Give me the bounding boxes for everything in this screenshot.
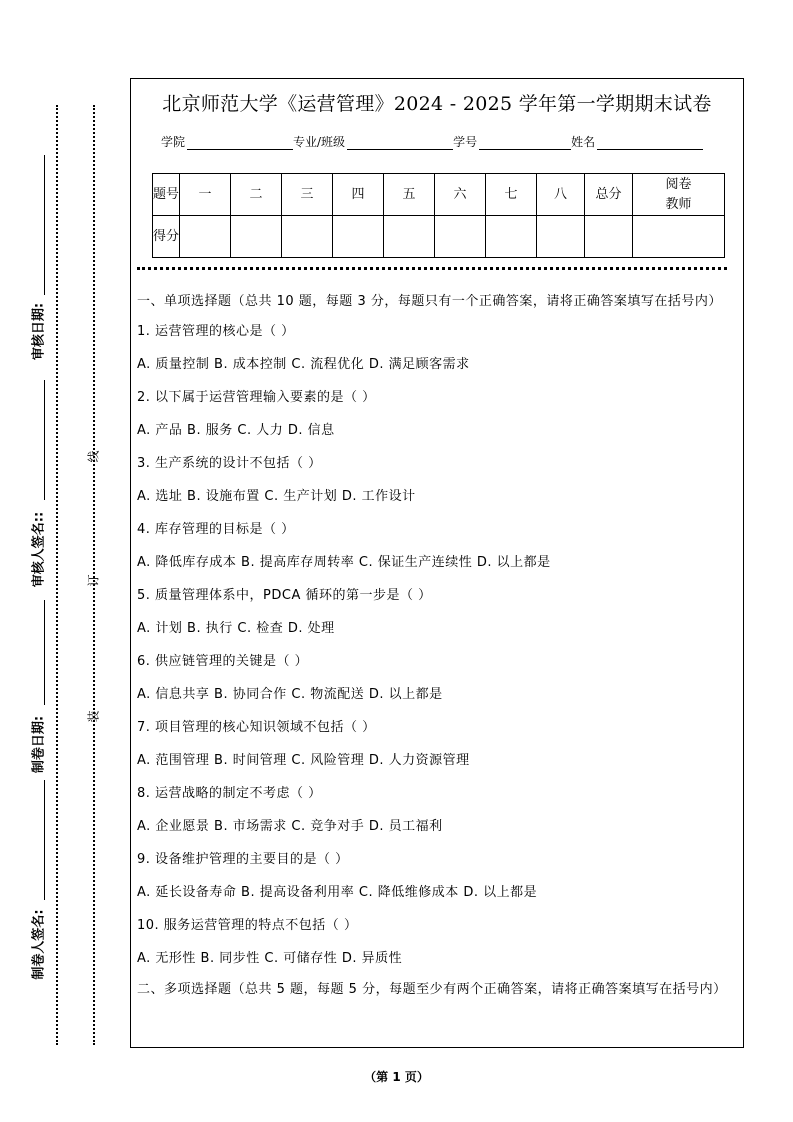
score-cell[interactable] xyxy=(231,216,282,258)
score-table-row1-head: 题号 xyxy=(153,174,180,216)
name-blank[interactable] xyxy=(597,135,703,150)
exam-title: 北京师范大学《运营管理》2024 - 2025 学年第一学期期末试卷 xyxy=(162,93,712,115)
exam-content xyxy=(137,291,741,1009)
score-table-col-8: 八 xyxy=(537,174,585,216)
binding-mark-staple: 订 xyxy=(86,574,101,587)
score-table-row2-head: 得分 xyxy=(153,216,180,258)
score-table-col-5: 五 xyxy=(384,174,435,216)
reviewer-date-label: 审核日期: xyxy=(31,302,47,361)
question-10: 10. 服务运营管理的特点不包括（ ） xyxy=(137,918,358,933)
question-3: 3. 生产系统的设计不包括（ ） xyxy=(137,456,322,471)
question-10-options: A. 无形性 B. 同步性 C. 可储存性 D. 异质性 xyxy=(137,951,403,966)
binding-mark-bind: 装 xyxy=(86,710,101,723)
question-1-options: A. 质量控制 B. 成本控制 C. 流程优化 D. 满足顾客需求 xyxy=(137,357,470,372)
score-cell[interactable] xyxy=(585,216,633,258)
question-1: 1. 运营管理的核心是（ ） xyxy=(137,324,295,339)
college-blank[interactable] xyxy=(187,135,293,150)
student-info-row xyxy=(161,133,703,150)
score-table-col-4: 四 xyxy=(333,174,384,216)
question-3-options: A. 选址 B. 设施布置 C. 生产计划 D. 工作设计 xyxy=(137,489,416,504)
question-8-options: A. 企业愿景 B. 市场需求 C. 竞争对手 D. 员工福利 xyxy=(137,819,443,834)
question-9: 9. 设备维护管理的主要目的是（ ） xyxy=(137,852,349,867)
question-2: 2. 以下属于运营管理输入要素的是（ ） xyxy=(137,390,376,405)
section2-heading: 二、多项选择题（总共 5 题，每题 5 分，每题至少有两个正确答案，请将正确答案填写在括号内） xyxy=(137,982,727,997)
score-table-col-total: 总分 xyxy=(585,174,633,216)
section-separator xyxy=(137,267,727,270)
score-table-col-7: 七 xyxy=(486,174,537,216)
college-label: 学院 xyxy=(161,135,186,149)
question-7: 7. 项目管理的核心知识领域不包括（ ） xyxy=(137,720,376,735)
score-table-col-1: 一 xyxy=(180,174,231,216)
binding-dotted-line-outer xyxy=(56,105,58,1045)
page-number: （第 1 页） xyxy=(364,1070,429,1084)
maker-sign-line xyxy=(44,780,45,900)
score-table-col-6: 六 xyxy=(435,174,486,216)
score-cell[interactable] xyxy=(384,216,435,258)
score-cell[interactable] xyxy=(633,216,725,258)
question-4: 4. 库存管理的目标是（ ） xyxy=(137,522,295,537)
student-id-label: 学号 xyxy=(453,135,478,149)
binding-mark-line: 线 xyxy=(86,450,101,463)
exam-frame xyxy=(130,78,744,1048)
question-5-options: A. 计划 B. 执行 C. 检查 D. 处理 xyxy=(137,621,335,636)
score-cell[interactable] xyxy=(282,216,333,258)
question-4-options: A. 降低库存成本 B. 提高库存周转率 C. 保证生产连续性 D. 以上都是 xyxy=(137,555,551,570)
score-cell[interactable] xyxy=(333,216,384,258)
score-table xyxy=(152,173,725,258)
score-cell[interactable] xyxy=(486,216,537,258)
question-6-options: A. 信息共享 B. 协同合作 C. 物流配送 D. 以上都是 xyxy=(137,687,443,702)
maker-date-label: 制卷日期: xyxy=(31,715,47,774)
reviewer-sign-line xyxy=(44,380,45,500)
question-5: 5. 质量管理体系中，PDCA 循环的第一步是（ ） xyxy=(137,588,432,603)
section1-heading: 一、单项选择题（总共 10 题，每题 3 分，每题只有一个正确答案，请将正确答案填写在括号内） xyxy=(137,294,722,309)
student-id-blank[interactable] xyxy=(479,135,571,150)
major-class-blank[interactable] xyxy=(347,135,453,150)
score-table-col-3: 三 xyxy=(282,174,333,216)
score-table-col-2: 二 xyxy=(231,174,282,216)
score-cell[interactable] xyxy=(537,216,585,258)
score-cell[interactable] xyxy=(435,216,486,258)
major-class-label: 专业/班级 xyxy=(293,135,346,149)
question-9-options: A. 延长设备寿命 B. 提高设备利用率 C. 降低维修成本 D. 以上都是 xyxy=(137,885,538,900)
name-label: 姓名 xyxy=(571,135,596,149)
maker-sign-label: 制卷人签名: xyxy=(31,909,47,980)
question-7-options: A. 范围管理 B. 时间管理 C. 风险管理 D. 人力资源管理 xyxy=(137,753,470,768)
maker-date-line xyxy=(44,600,45,705)
score-cell[interactable] xyxy=(180,216,231,258)
reviewer-sign-label: 审核人签名:: xyxy=(31,511,47,588)
score-table-col-grader: 阅卷教师 xyxy=(633,174,725,216)
reviewer-date-line xyxy=(44,155,45,295)
question-8: 8. 运营战略的制定不考虑（ ） xyxy=(137,786,322,801)
question-6: 6. 供应链管理的关键是（ ） xyxy=(137,654,309,669)
question-2-options: A. 产品 B. 服务 C. 人力 D. 信息 xyxy=(137,423,335,438)
